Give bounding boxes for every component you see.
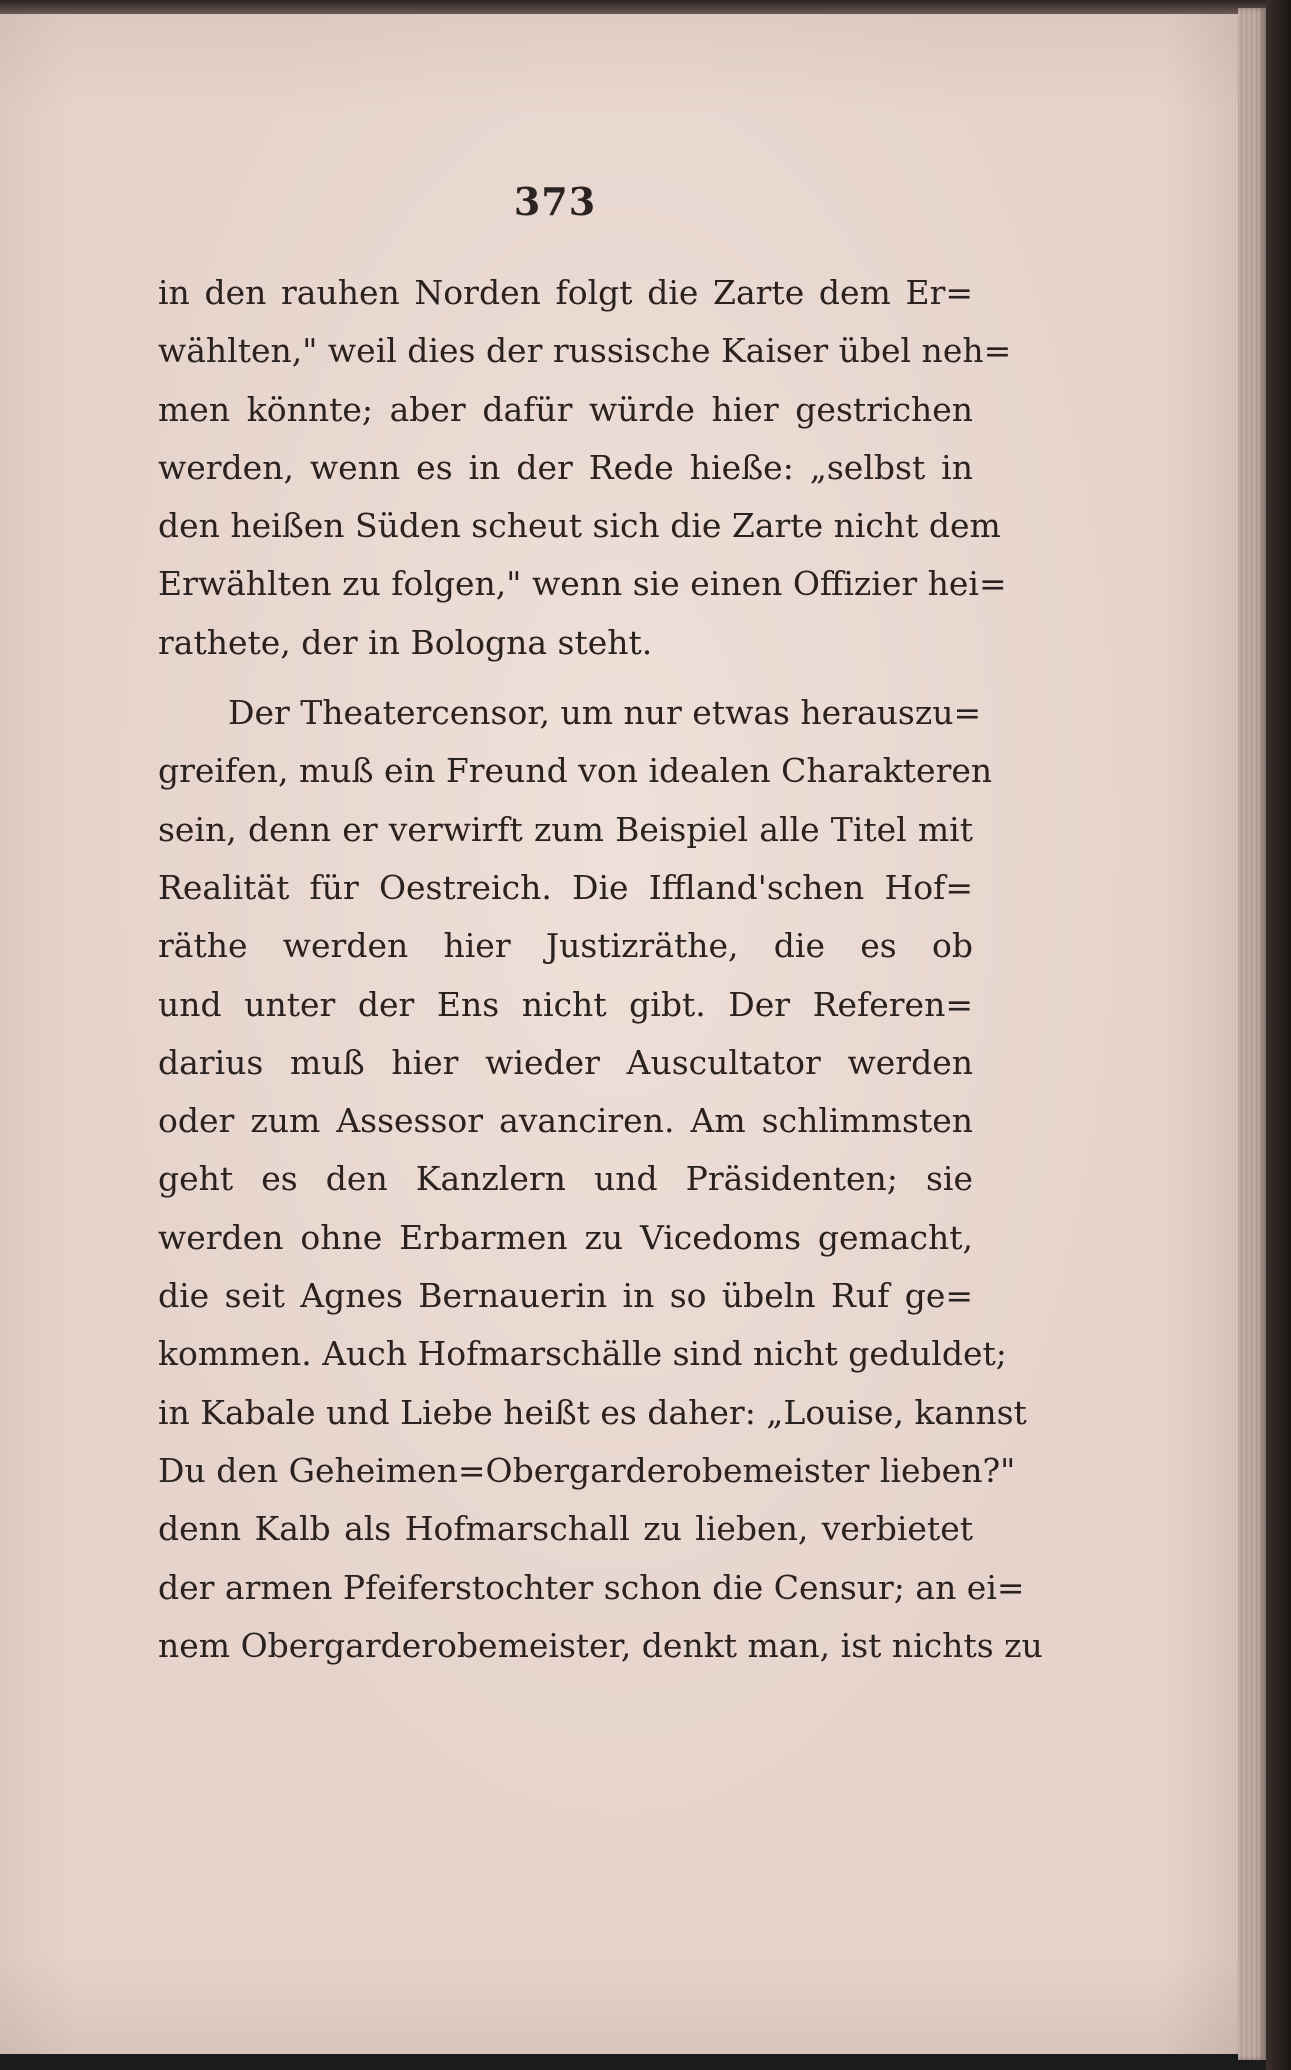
text-line: werden ohne Erbarmen zu Vicedoms gemacht, [158,1217,973,1257]
text-line: rathete, der in Bologna steht. [158,622,653,662]
page-number: 373 [513,179,597,224]
book-page [0,14,1238,2054]
text-line: Realität für Oestreich. Die Iffland'schen Hof= [158,867,973,907]
text-line: sein, denn er verwirft zum Beispiel alle Titel mit [158,809,973,849]
text-line: die seit Agnes Bernauerin in so übeln Ruf ge= [158,1276,973,1316]
text-line: Du den Geheimen=Obergarderobemeister lieben?" [158,1450,1016,1490]
text-line: greifen, muß ein Freund von idealen Charakteren [158,751,993,791]
text-line: in Kabale und Liebe heißt es daher: „Louise, kannst [158,1392,1027,1432]
book-top-edge [0,0,1266,14]
text-line: in den rauhen Norden folgt die Zarte dem Er= [158,273,973,312]
page-edges [1238,8,1266,2060]
text-line: geht es den Kanzlern und Präsidenten; sie [158,1159,973,1199]
text-line: kommen. Auch Hofmarschälle sind nicht geduldet; [158,1334,1007,1374]
text-line: oder zum Assessor avanciren. Am schlimmsten [158,1101,973,1141]
text-line: Erwählten zu folgen," wenn sie einen Offizier hei= [158,564,1007,604]
text-line: darius muß hier wieder Auscultator werden [158,1042,973,1082]
text-line: wählten," weil dies der russische Kaiser übel neh= [158,331,1012,371]
text-line: den heißen Süden scheut sich die Zarte nicht dem [158,506,1001,546]
text-line: Der Theatercensor, um nur etwas herauszu= [228,693,982,733]
body-text [158,264,1043,1675]
text-line: werden, wenn es in der Rede hieße: „selbst in [158,447,973,487]
text-line: räthe werden hier Justizräthe, die es ob [158,926,973,966]
text-line: der armen Pfeiferstochter schon die Censur; an ei= [158,1567,1025,1607]
text-line: men könnte; aber dafür würde hier gestrichen [158,389,973,429]
text-line: und unter der Ens nicht gibt. Der Referen= [158,984,973,1024]
text-line: nem Obergarderobemeister, denkt man, ist nichts zu [158,1625,1043,1665]
text-line: denn Kalb als Hofmarschall zu lieben, verbietet [158,1509,973,1549]
book-cover-edge [1266,0,1291,2070]
